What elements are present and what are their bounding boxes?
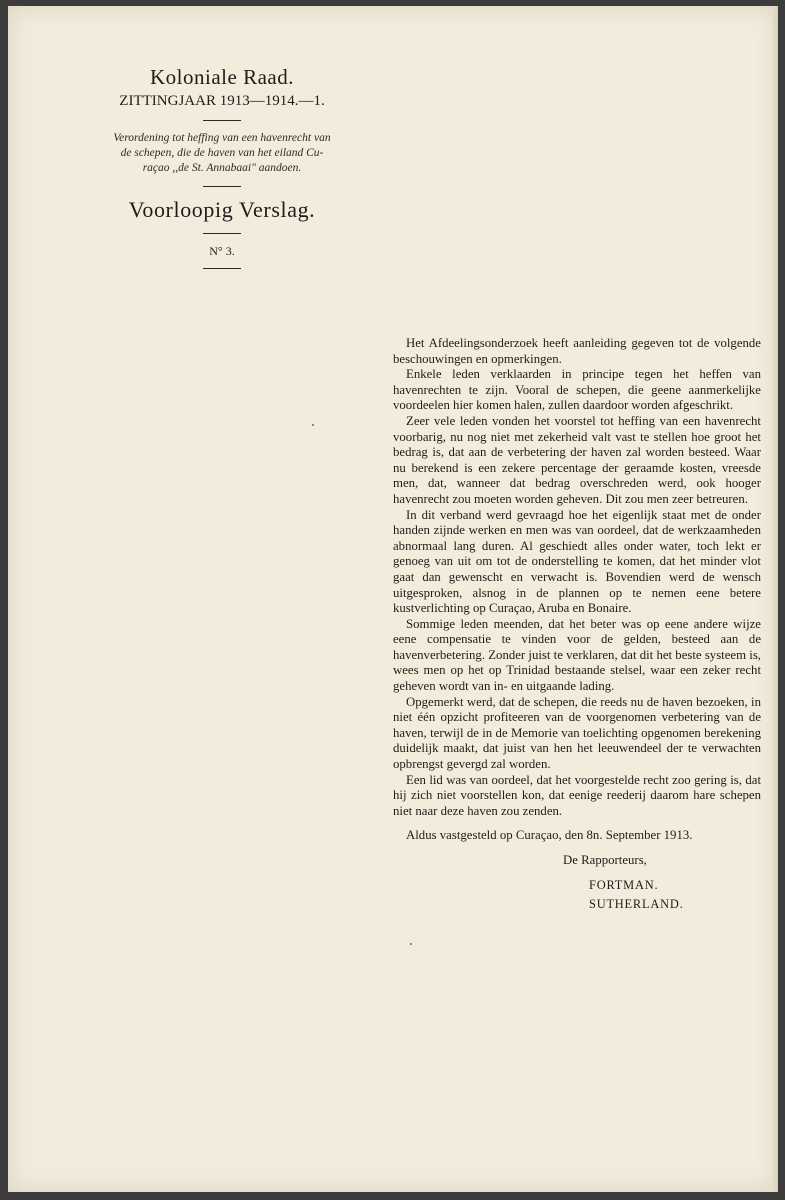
ordinance-line-3: raçao ,,de St. Annabaai" aandoen.: [142, 162, 302, 174]
page-edge: [772, 6, 778, 1192]
council-title: Koloniale Raad.: [150, 65, 294, 89]
signer-name: FORTMAN.: [589, 877, 659, 892]
report-body: [393, 336, 761, 913]
divider-rule: [203, 233, 241, 234]
paragraph: Sommige leden meenden, dat het beter was op eene andere wijze eene compensatie te vinden voor de gelden, besteed aan de havenverbetering. Zonder juist te verklaren, dat dit het beste systeem is, wees men op het op Trinidad bestaande stelsel, waar een zeker recht geheven wordt van in- en uitgaande lading.: [393, 616, 761, 694]
ordinance-line-1: Verordening tot heffing van een havenrecht van: [113, 132, 331, 144]
signer-name: SUTHERLAND.: [589, 897, 684, 912]
document-page: [8, 6, 778, 1192]
signature-label: De Rapporteurs,: [563, 853, 647, 867]
paragraph: In dit verband werd gevraagd hoe het eigenlijk staat met de onder handen zijnde werken en men was van oordeel, dat de werkzaamheden abnormaal lang duren. Al geschiedt alles onder water, toch lekt er genoeg van uit om tot de onderstelling te komen, dat het minder vlot gaat dan gewenscht en verwacht is. Bovendien werd de wensch uitgesproken, alsnog in de plannen op te nemen eene betere kustverlichting op Curaçao, Aruba en Bonaire.: [393, 507, 761, 616]
paragraph: Enkele leden verklaarden in principe tegen het heffen van havenrechten te zijn. Vooral de schepen, die geene aanmerkelijke voordeelen hier komen halen, zullen daardoor worden afgeschrikt.: [393, 367, 761, 413]
paragraph: Een lid was van oordeel, dat het voorgestelde recht zoo gering is, dat hij zich niet voorstellen kon, dat eenige reederij daarom hare schepen niet naar deze haven zou zenden.: [393, 772, 761, 818]
session-year: ZITTINGJAAR 1913—1914.—1.: [119, 93, 325, 109]
document-header: [88, 64, 356, 279]
divider-rule: [203, 268, 241, 269]
report-title: Voorloopig Verslag.: [128, 197, 316, 222]
paragraph: Het Afdeelingsonderzoek heeft aanleiding gegeven tot de volgende beschouwingen en opmerkingen.: [393, 336, 761, 366]
paper-speck: [410, 943, 412, 945]
ordinance-line-2: de schepen, die de haven van het eiland Cu-: [120, 147, 324, 159]
paper-speck: [312, 424, 314, 426]
document-number: N° 3.: [209, 244, 235, 258]
divider-rule: [203, 120, 241, 121]
closing-statement: Aldus vastgesteld op Curaçao, den 8n. September 1913.: [406, 828, 693, 843]
paragraph: Zeer vele leden vonden het voorstel tot heffing van een havenrecht voorbarig, nu nog niet met zekerheid valt vast te stellen hoe groot het bedrag is, dat aan de verbetering der haven zal worden besteed. Waar nu berekend is een zekere percentage der geraamde kosten, vreesde men, dat, wanneer dat bedrag overschreden werd, ook hooger havenrecht zou moeten worden geheven. Dit zou men zeer betreuren.: [393, 413, 761, 506]
divider-rule: [203, 186, 241, 187]
paragraph: Opgemerkt werd, dat de schepen, die reeds nu de haven bezoeken, in niet één opzicht profiteeren van de voorgenomen verbetering van de haven, terwijl de in de Memorie van toelichting opgenomen berekening duidelijk maakt, dat juist van hen het leeuwendeel der te verwachten opbrengst gevergd zal worden.: [393, 694, 761, 772]
